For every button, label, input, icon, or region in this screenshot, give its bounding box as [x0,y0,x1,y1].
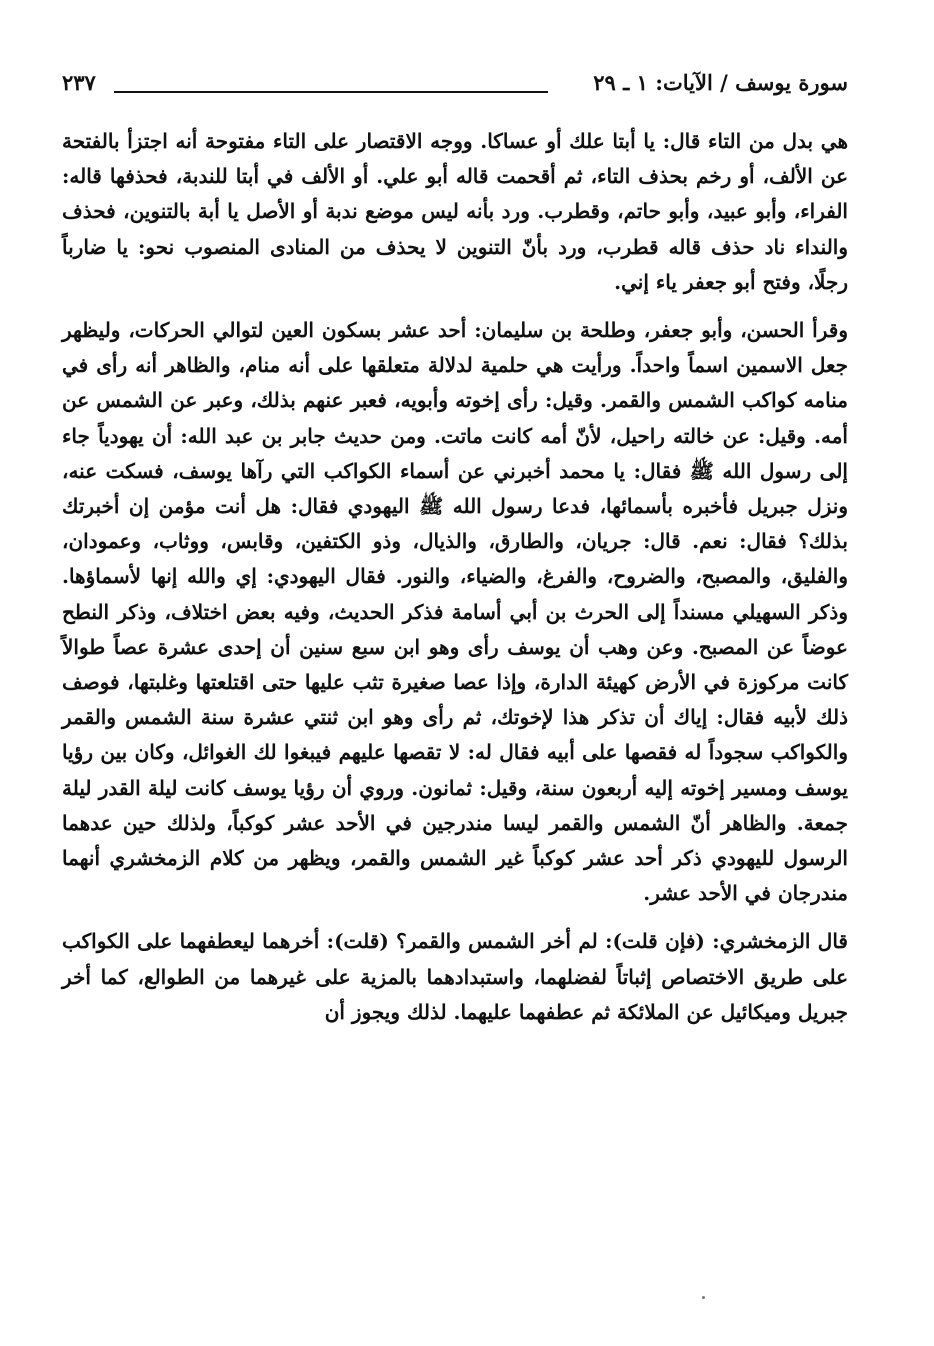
header-rule [114,91,548,93]
paragraph-1: هي بدل من التاء قال: يا أبتا علك أو عساكا. ووجه الاقتصار على التاء مفتوحة أنه اجتزأ بالفتحة عن الألف، أو رخم بحذف التاء، ثم أقحمت قاله أبو علي. أو الألف في أبتا للندبة، فحذفها قاله: الفراء، وأبو عبيد، وأبو حاتم، وقطرب. ورد بأنه ليس موضع ندبة أو الأصل يا أبة بالتنوين، فحذف والنداء ناد حذف قاله قطرب، ورد بأنّ التنوين لا يحذف من المنادى المنصوب نحو: يا ضارباً رجلًا، وفتح أبو جعفر ياء إني. [62,129,848,294]
ink-speck [702,1296,705,1299]
page-header [62,64,848,104]
body-text [62,124,848,1030]
running-title: سورة يوسف / الآيات: ١ ـ ٢٩ [593,70,848,95]
paragraph-3: قال الزمخشري: (فإن قلت): لم أخر الشمس والقمر؟ (قلت): أخرهما ليعطفهما على الكواكب على طريق الاختصاص إثباتاً لفضلهما، واستبدادهما بالمزية على غيرهما من الطوالع، كما أخر جبريل وميكائيل عن الملائكة ثم عطفهما عليهما. لذلك ويجوز أن [62,929,848,1024]
page-number: ٢٣٧ [62,70,96,95]
paragraph-2: وقرأ الحسن، وأبو جعفر، وطلحة بن سليمان: أحد عشر بسكون العين لتوالي الحركات، وليظهر جعل الاسمين اسماً واحداً. ورأيت هي حلمية لدلالة متعلقها على أنه منام، والظاهر أنه رأى في منامه كواكب الشمس والقمر. وقيل: رأى إخوته وأبويه، فعبر عنهم بذلك، وعبر عن الشمس عن أمه. وقيل: عن خالته راحيل، لأنّ أمه كانت ماتت. ومن حديث جابر بن عبد الله: أن يهودياً جاء إلى رسول الله ﷺ فقال: يا محمد أخبرني عن أسماء الكواكب التي رآها يوسف، فسكت عنه، ونزل جبريل فأخبره بأسمائها، فدعا رسول الله ﷺ اليهودي فقال: هل أنت مؤمن إن أخبرتك بذلك؟ فقال: نعم. قال: جريان، والطارق، والذيال، وذو الكتفين، وقابس، ووثاب، وعمودان، والفليق، والمصبح، والضروح، والفرغ، والضياء، والنور. فقال اليهودي: إي والله إنها لأسماؤها. وذكر السهيلي مسنداً إلى الحرث بن أبي أسامة فذكر الحديث، وفيه بعض اختلاف، وذكر النطح عوضاً عن المصبح. وعن وهب أن يوسف رأى وهو ابن سبع سنين أن إحدى عشرة عصاً طوالاً كانت مركوزة في الأرض كهيئة الدارة، وإذا عصا صغيرة تثب عليها حتى اقتلعتها وغلبتها، فوصف ذلك لأبيه فقال: إياك أن تذكر هذا لإخوتك، ثم رأى وهو ابن ثنتي عشرة سنة الشمس والقمر والكواكب سجوداً له فقصها على أبيه فقال له: لا تقصها عليهم فيبغوا لك الغوائل، وكان بين رؤيا يوسف ومسير إخوته إليه أربعون سنة، وقيل: ثمانون. وروي أن رؤيا يوسف كانت ليلة القدر ليلة جمعة. والظاهر أنّ الشمس والقمر ليسا مندرجين في الأحد عشر كوكباً، ولذلك حين عدهما الرسول لليهودي ذكر أحد عشر كوكباً غير الشمس والقمر، ويظهر من كلام الزمخشري أنهما مندرجان في الأحد عشر. [62,318,848,906]
